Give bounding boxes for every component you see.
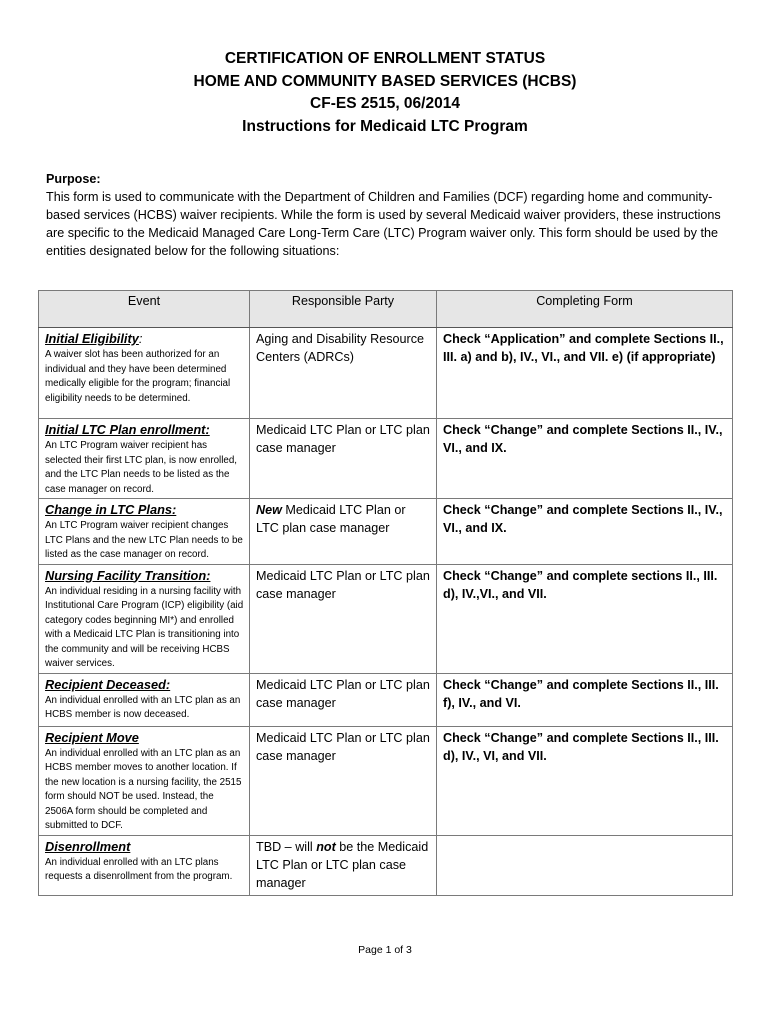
event-title-line xyxy=(45,729,139,746)
completing-form-cell xyxy=(437,835,733,895)
form-instructions: Check “Change” and complete Sections II., III. f), IV., and VI. xyxy=(443,677,719,710)
party-text: Medicaid LTC Plan or LTC plan case manager xyxy=(256,568,430,601)
table-row xyxy=(39,419,733,499)
header-responsible-party: Responsible Party xyxy=(250,291,437,328)
completing-form-cell xyxy=(437,328,733,419)
title-line-4: Instructions for Medicaid LTC Program xyxy=(242,117,528,135)
event-description: A waiver slot has been authorized for an individual and they have been determined medically eligible for the program; financial eligibility needs to be determined. xyxy=(45,349,231,404)
event-description: An individual enrolled with an LTC plans requests a disenrollment from the program. xyxy=(45,856,233,882)
header-event: Event xyxy=(39,291,250,328)
document-title xyxy=(0,48,770,138)
event-cell xyxy=(39,673,250,726)
title-line-3: CF-ES 2515, 06/2014 xyxy=(310,95,460,112)
event-title: Disenrollment xyxy=(45,838,131,854)
event-cell xyxy=(39,328,250,419)
table-row xyxy=(39,564,733,673)
completing-form-cell xyxy=(437,419,733,499)
responsible-party-cell xyxy=(250,726,437,835)
table-body xyxy=(39,328,733,896)
event-title-line xyxy=(45,501,176,518)
event-cell xyxy=(39,835,250,895)
responsible-party-cell xyxy=(250,328,437,419)
party-text-pre: TBD – will xyxy=(256,839,317,854)
party-text: be the Medicaid LTC Plan or LTC plan case manager xyxy=(256,839,429,890)
event-title-line xyxy=(45,838,130,855)
responsible-party-cell xyxy=(250,835,437,895)
responsible-party-cell xyxy=(250,673,437,726)
form-instructions: Check “Change” and complete Sections II., IV., VI., and IX. xyxy=(443,423,723,455)
form-instructions: Check “Change” and complete Sections II., IV., VI., and IX. xyxy=(443,503,723,535)
table-header-row xyxy=(39,291,733,328)
table-row xyxy=(39,726,733,835)
event-description: An individual residing in a nursing facility with Institutional Care Program (ICP) eligibility (aid category codes beginning MI*) and enrolled with a Medicaid LTC Plan is transitioning into the community and will be receiving HCBS waiver services. xyxy=(45,585,244,669)
purpose-text: This form is used to communicate with the Department of Children and Families (DCF) regarding home and community-based services (HCBS) waiver recipients. While the form is used by several Medicaid waiver providers, these instructions are specific to the Medicaid Managed Care Long-Term Care (LTC) Program waiver only. This form should be used by the entities designated below for the following situations: xyxy=(46,190,721,258)
title-line-2: HOME AND COMMUNITY BASED SERVICES (HCBS) xyxy=(193,72,577,90)
event-title: Recipient Move xyxy=(45,729,139,745)
form-instructions: Check “Change” and complete Sections II., III. d), IV., VI, and VII. xyxy=(443,730,719,763)
header-completing-form: Completing Form xyxy=(437,291,733,328)
event-description: An individual enrolled with an LTC plan as an HCBS member is now deceased. xyxy=(45,694,241,720)
event-cell xyxy=(39,726,250,835)
event-title-line xyxy=(45,567,210,584)
event-description: An individual enrolled with an LTC plan as an HCBS member moves to another location. If the new location is a nursing facility, the 2515 form should NOT be used. Instead, the 2506A form should be completed and submitted to DCF. xyxy=(45,747,242,831)
form-instructions: Check “Change” and complete sections II., III. d), IV.,VI., and VII. xyxy=(443,568,718,601)
events-table xyxy=(38,290,733,896)
event-title: Recipient Deceased: xyxy=(45,676,171,692)
responsible-party-cell xyxy=(250,564,437,673)
title-line-1: CERTIFICATION OF ENROLLMENT STATUS xyxy=(224,50,546,67)
party-text: Medicaid LTC Plan or LTC plan case manager xyxy=(256,730,430,763)
party-text: Aging and Disability Resource Centers (ADRCs) xyxy=(256,332,425,364)
responsible-party-cell xyxy=(250,419,437,499)
event-title: Initial LTC Plan enrollment: xyxy=(45,422,210,437)
event-title-line xyxy=(45,330,142,347)
event-cell xyxy=(39,419,250,499)
table-row xyxy=(39,328,733,419)
event-title-line xyxy=(45,676,170,693)
party-emphasis: New xyxy=(256,503,282,517)
event-title: Change in LTC Plans: xyxy=(45,502,177,517)
party-text: Medicaid LTC Plan or LTC plan case manager xyxy=(256,423,430,455)
purpose-heading: Purpose: xyxy=(46,172,101,186)
responsible-party-cell xyxy=(250,499,437,565)
party-text: Medicaid LTC Plan or LTC plan case manager xyxy=(256,677,430,710)
table-row xyxy=(39,835,733,895)
table-row xyxy=(39,673,733,726)
completing-form-cell xyxy=(437,673,733,726)
event-title: Initial Eligibility xyxy=(45,331,139,346)
form-instructions: Check “Application” and complete Sections II., III. a) and b), IV., VI., and VII. e) (if appropriate) xyxy=(443,332,724,364)
event-cell xyxy=(39,499,250,565)
purpose-section xyxy=(46,170,736,260)
event-title-suffix: : xyxy=(138,331,143,346)
event-description: An LTC Program waiver recipient changes LTC Plans and the new LTC Plan needs to be listed as the case manager on record. xyxy=(45,520,243,560)
completing-form-cell xyxy=(437,499,733,565)
event-title: Nursing Facility Transition: xyxy=(45,567,211,583)
party-emphasis: not xyxy=(316,839,336,854)
completing-form-cell xyxy=(437,564,733,673)
party-text: Medicaid LTC Plan or LTC plan case manager xyxy=(256,503,406,535)
completing-form-cell xyxy=(437,726,733,835)
event-description: An LTC Program waiver recipient has selected their first LTC plan, is now enrolled, and the LTC Plan needs to be listed as the case manager on record. xyxy=(45,440,238,495)
event-cell xyxy=(39,564,250,673)
event-title-line xyxy=(45,421,210,438)
table-row xyxy=(39,499,733,565)
page-number: Page 1 of 3 xyxy=(358,944,412,956)
